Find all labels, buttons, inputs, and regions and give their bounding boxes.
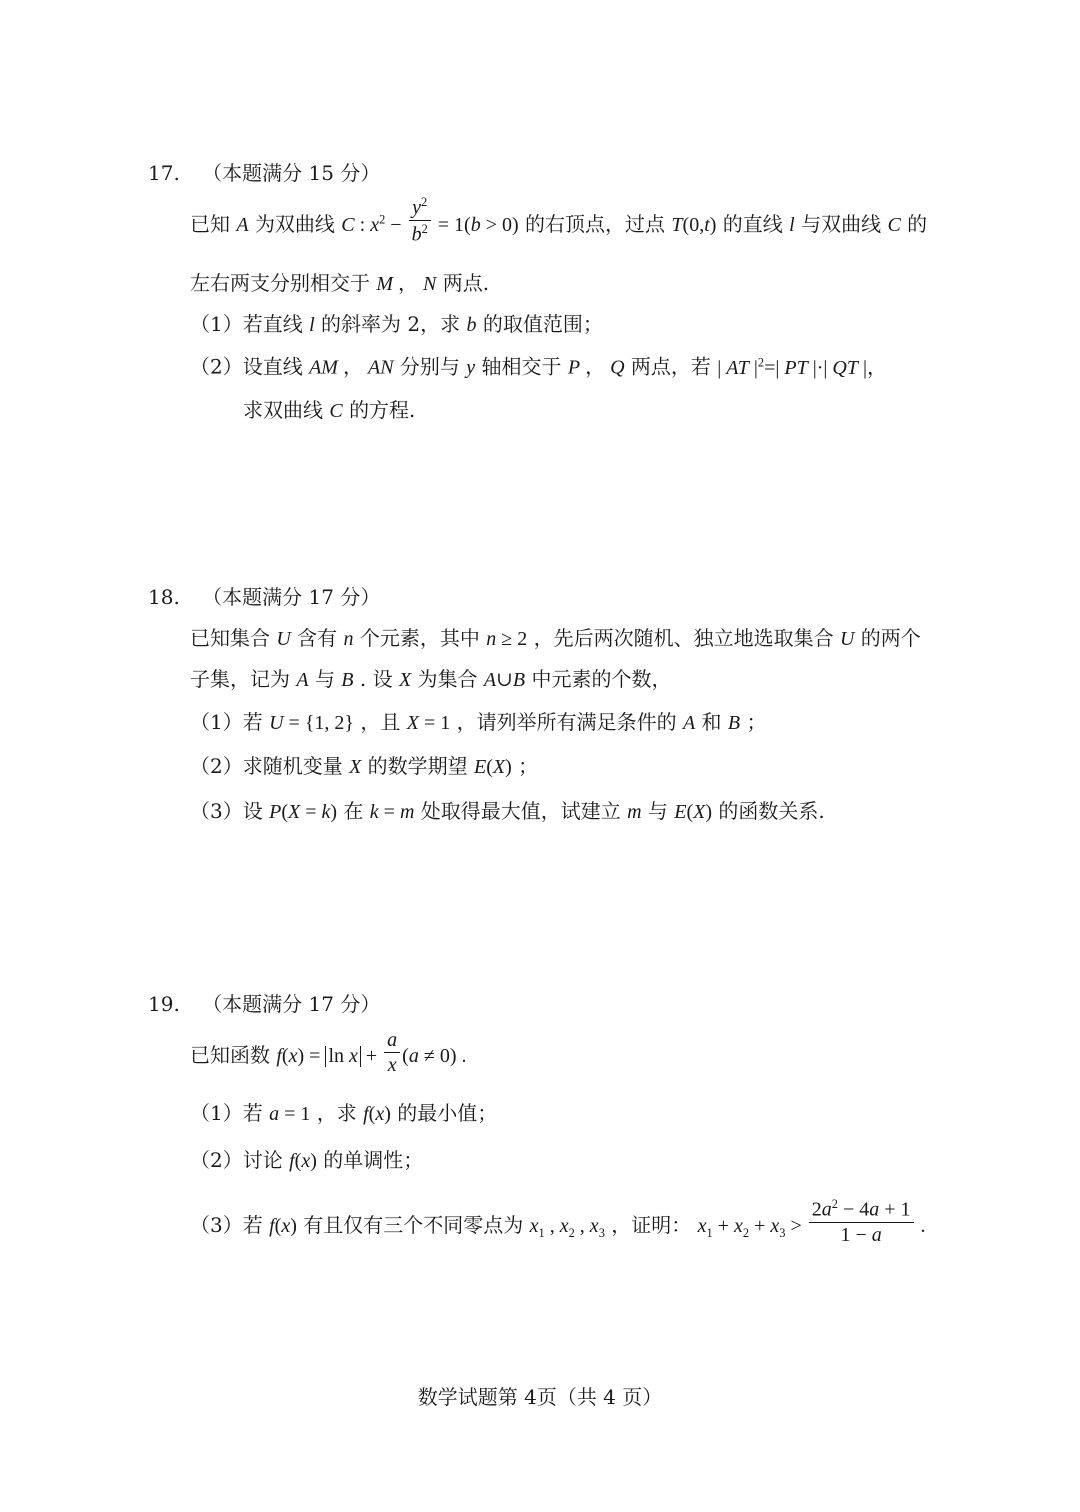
q17-stem-line2: 左右两支分别相交于 M ， N 两点. — [190, 271, 490, 295]
q18-score: （本题满分 17 分） — [202, 585, 381, 609]
q18-part1: （1）若 U = {1, 2} ，且 X = 1 ，请列举所有满足条件的 A 和 B ； — [190, 710, 767, 734]
q17-number: 17. — [148, 161, 180, 185]
q17-part2-line1: （2）设直线 AM ， AN 分别与 y 轴相交于 P ， Q 两点，若 | AT $|^2=|$ PT |·| QT |， — [190, 354, 888, 379]
q19-part2: （2）讨论 f(x) 的单调性； — [190, 1148, 424, 1172]
q18-part3: （3）设 P(X = k) 在 k = m 处取得最大值，试建立 m 与 E(X) 的函数关系. — [190, 799, 825, 823]
q17-stem-line1: 已知 A 为双曲线 C : $x^2$ − $\frac{y^2}{b^2}$ = 1(b > 0) 的右顶点，过点 T(0,t) 的直线 l 与双曲线 C 的 — [190, 195, 928, 246]
q19-number: 19. — [148, 992, 180, 1016]
q18-header — [148, 587, 380, 607]
q17-part1: （1）若直线 l 的斜率为 2，求 b 的取值范围； — [190, 312, 603, 336]
q19-header — [148, 994, 380, 1014]
q17-condition: | AT $|^2=|$ PT |·| QT |， — [717, 355, 888, 379]
hyperbola-equation: C : $x^2$ − $\frac{y^2}{b^2}$ = 1(b > 0) — [341, 195, 519, 246]
q19-part1: （1）若 a = 1 ，求 f(x) 的最小值； — [190, 1101, 498, 1125]
page-footer: 数学试题第 4页（共 4 页） — [417, 1385, 663, 1409]
q18-number: 18. — [148, 585, 180, 609]
q19-stem: 已知函数 f(x) = ln x + $\frac{a}{x}$ (a ≠ 0) . — [190, 1029, 467, 1076]
q19-part3: （3）若 f(x) 有且仅有三个不同零点为 $x_1$ , $x_2$ , $x_3$ ，证明： $x_1 + x_2 + x_3$ > $\frac{2a^2 - 4a + 1}{1 - a}$ . — [190, 1197, 926, 1246]
q18-stem-line2: 子集，记为 A 与 B . 设 X 为集合 A∪B 中元素的个数， — [190, 667, 672, 691]
q18-part2: （2）求随机变量 X 的数学期望 E(X) ； — [190, 754, 539, 778]
q17-score: （本题满分 15 分） — [202, 161, 381, 185]
q18-stem-line1: 已知集合 U 含有 n 个元素，其中 n ≥ 2 ，先后两次随机、独立地选取集合 U 的两个 — [190, 626, 921, 650]
q19-inequality: $x_1 + x_2 + x_3$ > $\frac{2a^2 - 4a + 1}{1 - a}$ . — [697, 1197, 926, 1246]
q17-header — [148, 163, 380, 183]
q19-function: f(x) = ln x + $\frac{a}{x}$ (a ≠ 0) . — [276, 1029, 467, 1076]
q19-score: （本题满分 17 分） — [202, 992, 381, 1016]
q17-part2-line2: 求双曲线 C 的方程. — [243, 398, 416, 422]
math-point-T: T(0,t) — [671, 213, 717, 236]
math-A: A — [236, 213, 249, 236]
